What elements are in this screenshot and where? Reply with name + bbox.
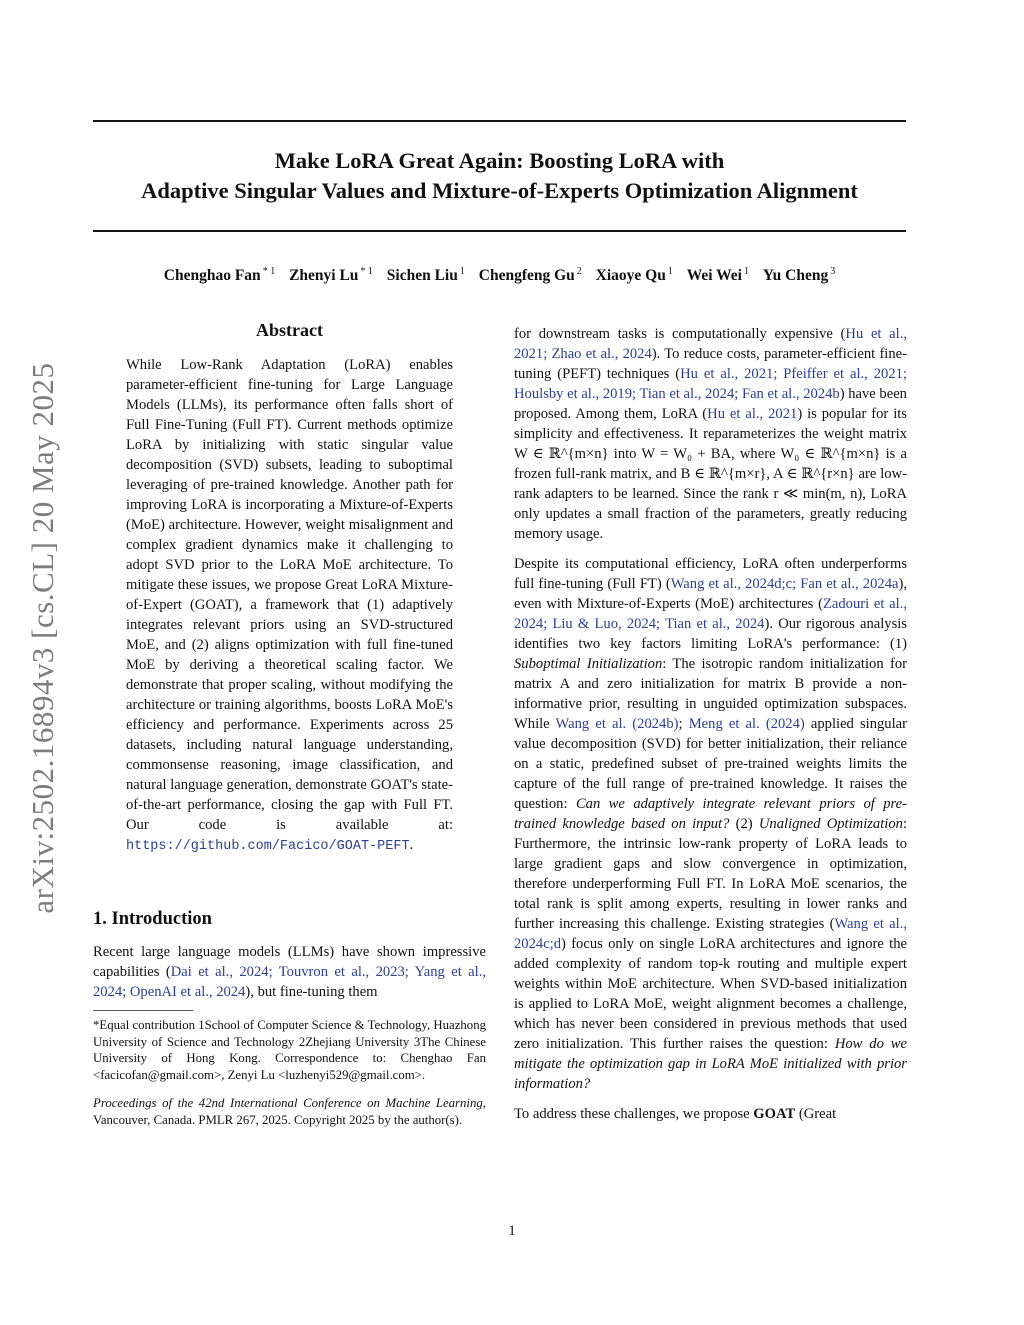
title-line-2: Adaptive Singular Values and Mixture-of-Experts Optimization Alignment xyxy=(141,178,858,203)
emphasis: Unaligned Optimization xyxy=(758,816,903,832)
author xyxy=(479,267,582,284)
citation-link[interactable]: Hu et al., 2021; Zhao et al., 2024 xyxy=(514,326,907,362)
abstract-end: . xyxy=(409,837,414,853)
text: ), but fine-tuning them xyxy=(245,984,378,1000)
text: ; xyxy=(678,716,689,732)
text: ) is popular for its simplicity and effectiveness. It reparameterizes the weight matrix W ∈ ℝ^{m×n} into W = W₀ + BA, where W₀ ∈ ℝ^{m×n} is a frozen full-rank matrix, and B ∈ ℝ^{m×r}, A ∈ ℝ^{r×n} are low-rank adapters to be learned. Since the rank r ≪ min(m, n), LoRA only updates a small fraction of the parameters, greatly reducing memory usage. xyxy=(514,406,907,542)
text: applied singular value decomposition (SVD) for better initialization, their reliance on a static, predefined subset of pre-trained weights limits the capture of the full range of pre-trained knowledge. It raises the question: xyxy=(514,716,907,812)
title-rule-top xyxy=(93,120,906,122)
author-name: Wei Wei xyxy=(686,267,742,285)
text: : Furthermore, the intrinsic low-rank property of LoRA leads to large gradient gaps and slow convergence in optimization, therefore underperforming Full FT. In LoRA MoE scenarios, the total rank is split among experts, resulting in lower ranks and further increasing this challenge. Existing strategies ( xyxy=(514,816,907,932)
citation-link[interactable]: Dai et al., 2024; Touvron et al., 2023; Yang et al., 2024; OpenAI et al., 2024 xyxy=(93,964,486,1000)
text: (2) xyxy=(729,816,759,832)
footnote-proceedings xyxy=(93,1095,486,1128)
author xyxy=(687,267,749,284)
method-name: GOAT xyxy=(753,1106,796,1122)
footnote-rule xyxy=(93,1010,193,1011)
emphasis: Suboptimal Initialization xyxy=(514,656,663,672)
text: To address these challenges, we propose xyxy=(514,1106,754,1122)
author-name: Xiaoye Qu xyxy=(595,267,666,285)
code-link[interactable]: https://github.com/Facico/GOAT-PEFT xyxy=(126,839,410,854)
footnote-affiliations: *Equal contribution 1School of Computer Science & Technology, Huazhong University of Science and Technology 2Zhejiang University 3The Chinese University of Hong Kong. Correspondence to: Chenghao Fan <facicofan@gmail.com>, Zenyi Lu <luzhenyi529@gmail.com>. xyxy=(93,1018,486,1082)
title-rule-bottom xyxy=(93,230,906,232)
author-name: Zhenyi Lu xyxy=(289,267,359,285)
emphasis: How do we mitigate the optimization gap in LoRA MoE initialized with prior information? xyxy=(514,1036,907,1092)
intro-paragraph xyxy=(93,942,486,1002)
text: ) focus only on single LoRA architectures and ignore the added complexity of random top-k routing and multiple expert weights within MoE architecture. When SVD-based initialization is applied to LoRA MoE, weight alignment becomes a challenge, which has never been considered in previous methods that used zero initialization. This further raises the question: xyxy=(514,936,907,1052)
citation-link[interactable]: Wang et al. (2024b) xyxy=(555,716,679,732)
text: ). Our rigorous analysis identifies two key factors limiting LoRA's performance: (1) xyxy=(514,616,907,652)
text: ), even with Mixture-of-Experts (MoE) architectures ( xyxy=(514,576,907,612)
author-name: Chenghao Fan xyxy=(163,267,261,285)
text: Despite its computational efficiency, LoRA often underperforms full fine-tuning (Full FT) ( xyxy=(514,556,907,592)
citation-link[interactable]: Hu et al., 2021 xyxy=(707,406,798,422)
proceedings-copyright: , Vancouver, Canada. PMLR 267, 2025. Copyright 2025 by the author(s). xyxy=(93,1096,486,1127)
citation-link[interactable]: Zadouri et al., 2024; Liu & Luo, 2024; Tian et al., 2024 xyxy=(514,596,907,632)
author-list xyxy=(93,266,906,285)
author xyxy=(596,267,673,284)
abstract-text: While Low-Rank Adaptation (LoRA) enables parameter-efficient fine-tuning for Large Language Models (LLMs), its performance often falls short of Full Fine-Tuning (Full FT). Current methods optimize LoRA by initializing with static singular value decomposition (SVD) subsets, leading to suboptimal leveraging of pre-trained knowledge. Another path for improving LoRA is incorporating a Mixture-of-Experts (MoE) architecture. However, weight misalignment and complex gradient dynamics make it challenging to adopt SVD prior to the LoRA MoE architecture. To mitigate these issues, we propose Great LoRA Mixture-of-Expert (GOAT), a framework that (1) adaptively integrates relevant priors using an SVD-structured MoE, and (2) aligns optimization with full fine-tuned MoE by deriving a theoretical scaling factor. We demonstrate that proper scaling, without modifying the architecture or training algorithms, boosts LoRA MoE's efficiency and performance. Experiments across 25 datasets, including natural language understanding, commonsense reasoning, image classification, and natural language generation, demonstrate GOAT's state-of-the-art performance, closing the gap with Full FT. Our code is available at: xyxy=(126,357,453,833)
text: ). To reduce costs, parameter-efficient fine-tuning (PEFT) techniques ( xyxy=(514,346,907,382)
citation-link[interactable]: Wang et al., 2024d;c; Fan et al., 2024a xyxy=(670,576,899,592)
arxiv-identifier: arXiv:2502.16894v3 [cs.CL] 20 May 2025 xyxy=(25,362,60,914)
abstract-heading: Abstract xyxy=(256,320,323,340)
text: (Great xyxy=(795,1106,837,1122)
right-column xyxy=(514,324,907,1124)
body-paragraph xyxy=(514,554,907,1094)
author-name: Sichen Liu xyxy=(386,267,458,285)
text: Recent large language models (LLMs) have shown impressive capabilities ( xyxy=(93,944,486,980)
section-heading-introduction: 1. Introduction xyxy=(93,909,212,929)
paper-title xyxy=(93,146,906,206)
author-affiliation-mark: 1 xyxy=(459,266,465,277)
page-number: 1 xyxy=(508,1223,516,1239)
author-name: Chengfeng Gu xyxy=(478,267,575,285)
author-affiliation-mark: 1 xyxy=(667,266,673,277)
body-paragraph xyxy=(514,324,907,544)
citation-link[interactable]: Wang et al., 2024c;d xyxy=(514,916,907,952)
citation-link[interactable]: Hu et al., 2021; Pfeiffer et al., 2021; Houlsby et al., 2019; Tian et al., 2024; Fan et al., 2024b xyxy=(514,366,907,402)
author-affiliation-mark: * 1 xyxy=(262,266,276,277)
body-paragraph xyxy=(514,1104,907,1124)
author-affiliation-mark: 3 xyxy=(830,266,836,277)
text: : The isotropic random initialization for matrix A and zero initialization for matrix B provide a non-informative prior, resulting in unguided optimization subspaces. While xyxy=(514,656,907,732)
author xyxy=(763,267,835,284)
abstract-body xyxy=(126,355,453,857)
author-affiliation-mark: * 1 xyxy=(360,266,373,277)
author xyxy=(289,267,373,284)
author-affiliation-mark: 2 xyxy=(576,266,582,277)
citation-link[interactable]: Meng et al. (2024) xyxy=(688,716,805,732)
author-affiliation-mark: 1 xyxy=(743,266,749,277)
author xyxy=(164,267,275,284)
text: ) have been proposed. Among them, LoRA ( xyxy=(514,386,907,422)
left-column xyxy=(93,320,486,1128)
proceedings-venue: Proceedings of the 42nd International Conference on Machine Learning xyxy=(93,1096,483,1110)
author-name: Yu Cheng xyxy=(762,267,829,285)
title-line-1: Make LoRA Great Again: Boosting LoRA with xyxy=(274,148,725,173)
text: for downstream tasks is computationally expensive ( xyxy=(514,326,846,342)
author xyxy=(387,267,465,284)
emphasis: Can we adaptively integrate relevant priors of pre-trained knowledge based on input? xyxy=(514,796,907,832)
